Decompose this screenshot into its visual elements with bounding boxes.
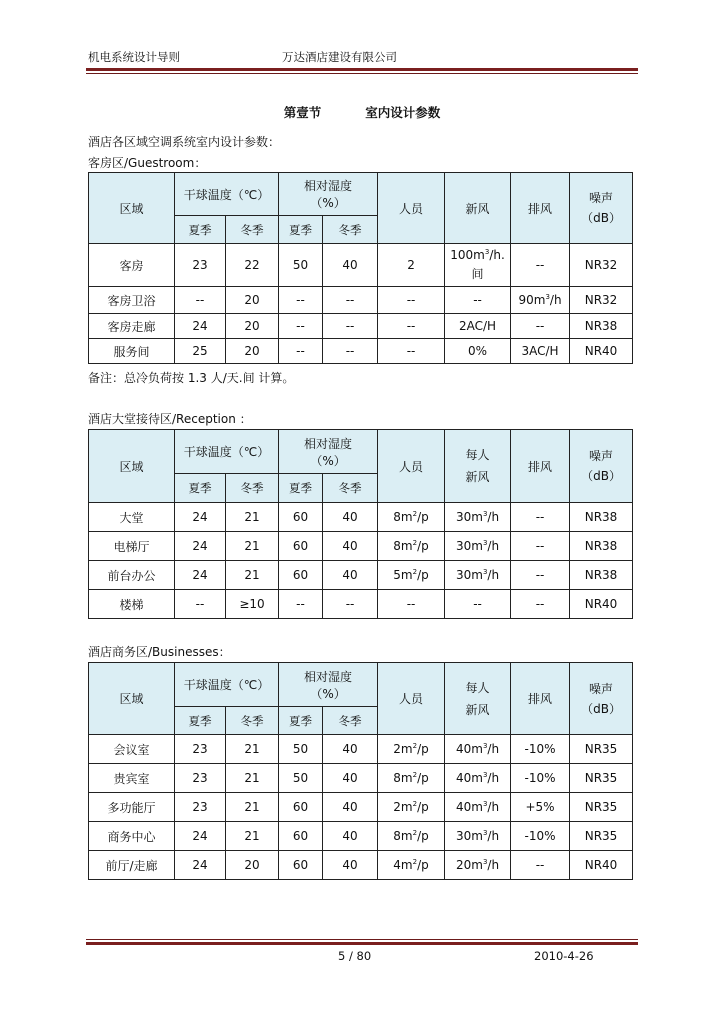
- guestroom-note: 备注：总冷负荷按 1.3 人/天.间 计算。: [88, 371, 295, 385]
- col-header-exhaust: 排风: [511, 663, 570, 735]
- footer-date: 2010-4-26: [534, 949, 594, 963]
- col-header-region: 区域: [89, 173, 175, 244]
- table-row: 电梯厅 24 21 60 40 $8m^2/p$ $30m^3/h$ -- NR38: [89, 532, 633, 561]
- col-header-per-person-fresh-air: 每人 新风: [445, 430, 511, 503]
- reception-heading: 酒店大堂接待区/Reception ：: [88, 412, 252, 426]
- col-header-noise: 噪声 （dB）: [570, 430, 633, 503]
- table-row: 会议室 23 21 50 40 $2m^2/p$ $40m^3/h$ -10% NR35: [89, 735, 633, 764]
- header-company-name: 万达酒店建设有限公司: [282, 50, 397, 64]
- footer-rule-thick: [86, 942, 638, 945]
- col-header-dry-winter: 冬季: [226, 216, 279, 244]
- table-row: 商务中心 24 21 60 40 $8m^2/p$ $30m^3/h$ -10% NR35: [89, 822, 633, 851]
- col-header-humidity: 相对湿度 （%）: [279, 173, 378, 216]
- table-row: 客房 23 22 50 40 2 $100m^3/h$. 间 -- NR32: [89, 244, 633, 287]
- col-header-region: 区域: [89, 663, 175, 735]
- header-document-title: 机电系统设计导则: [88, 50, 180, 64]
- business-heading: 酒店商务区/Businesses：: [88, 645, 231, 659]
- section-name: 室内设计参数: [365, 105, 441, 120]
- table-row: 前厅/走廊 24 20 60 40 $4m^2/p$ $20m^3/h$ -- NR40: [89, 851, 633, 880]
- table-row: 大堂 24 21 60 40 $8m^2/p$ $30m^3/h$ -- NR38: [89, 503, 633, 532]
- col-header-rh-winter: 冬季: [323, 216, 378, 244]
- table-row: 贵宾室 23 21 50 40 $8m^2/p$ $40m^3/h$ -10% NR35: [89, 764, 633, 793]
- col-header-dry-bulb: 干球温度（℃）: [175, 663, 279, 707]
- col-header-dry-winter: 冬季: [226, 474, 279, 503]
- table-row: 前台办公 24 21 60 40 $5m^2/p$ $30m^3/h$ -- NR38: [89, 561, 633, 590]
- header-rule-thin: [86, 73, 638, 74]
- col-header-people: 人员: [378, 430, 445, 503]
- col-header-dry-bulb: 干球温度（℃）: [175, 173, 279, 216]
- intro-text: 酒店各区域空调系统室内设计参数：: [88, 135, 281, 149]
- page-number: 5 / 80: [338, 949, 372, 963]
- table-row: 楼梯 -- ≥10 -- -- -- -- -- NR40: [89, 590, 633, 619]
- fresh-air-cell: $100m^3/h$. 间: [445, 244, 511, 287]
- guestroom-table: [88, 172, 633, 364]
- col-header-rh-summer: 夏季: [279, 474, 323, 503]
- guestroom-heading: 客房区/Guestroom：: [88, 156, 207, 170]
- col-header-noise: 噪声 （dB）: [570, 173, 633, 244]
- table-row: 客房走廊 24 20 -- -- -- 2AC/H -- NR38: [89, 314, 633, 339]
- col-header-rh-summer: 夏季: [279, 707, 323, 735]
- col-header-dry-winter: 冬季: [226, 707, 279, 735]
- col-header-dry-summer: 夏季: [175, 707, 226, 735]
- col-header-exhaust: 排风: [511, 173, 570, 244]
- table-row: 多功能厅 23 21 60 40 $2m^2/p$ $40m^3/h$ +5% NR35: [89, 793, 633, 822]
- col-header-per-person-fresh-air: 每人 新风: [445, 663, 511, 735]
- col-header-noise: 噪声 （dB）: [570, 663, 633, 735]
- reception-table: [88, 429, 633, 619]
- col-header-dry-summer: 夏季: [175, 216, 226, 244]
- section-number: 第壹节: [283, 105, 322, 120]
- col-header-people: 人员: [378, 173, 445, 244]
- col-header-region: 区域: [89, 430, 175, 503]
- table-row: 客房卫浴 -- 20 -- -- -- -- $90m^3/h$ NR32: [89, 287, 633, 314]
- header-rule-thick: [86, 68, 638, 71]
- footer-rule-thin: [86, 939, 638, 940]
- page-header: [86, 47, 638, 67]
- table-row: 服务间 25 20 -- -- -- 0% 3AC/H NR40: [89, 339, 633, 364]
- business-table: [88, 662, 633, 880]
- col-header-rh-winter: 冬季: [323, 707, 378, 735]
- col-header-humidity: 相对湿度 （%）: [279, 430, 378, 474]
- col-header-people: 人员: [378, 663, 445, 735]
- col-header-rh-summer: 夏季: [279, 216, 323, 244]
- col-header-humidity: 相对湿度 （%）: [279, 663, 378, 707]
- section-title: [0, 103, 724, 121]
- col-header-dry-summer: 夏季: [175, 474, 226, 503]
- col-header-dry-bulb: 干球温度（℃）: [175, 430, 279, 474]
- col-header-rh-winter: 冬季: [323, 474, 378, 503]
- col-header-fresh-air: 新风: [445, 173, 511, 244]
- col-header-exhaust: 排风: [511, 430, 570, 503]
